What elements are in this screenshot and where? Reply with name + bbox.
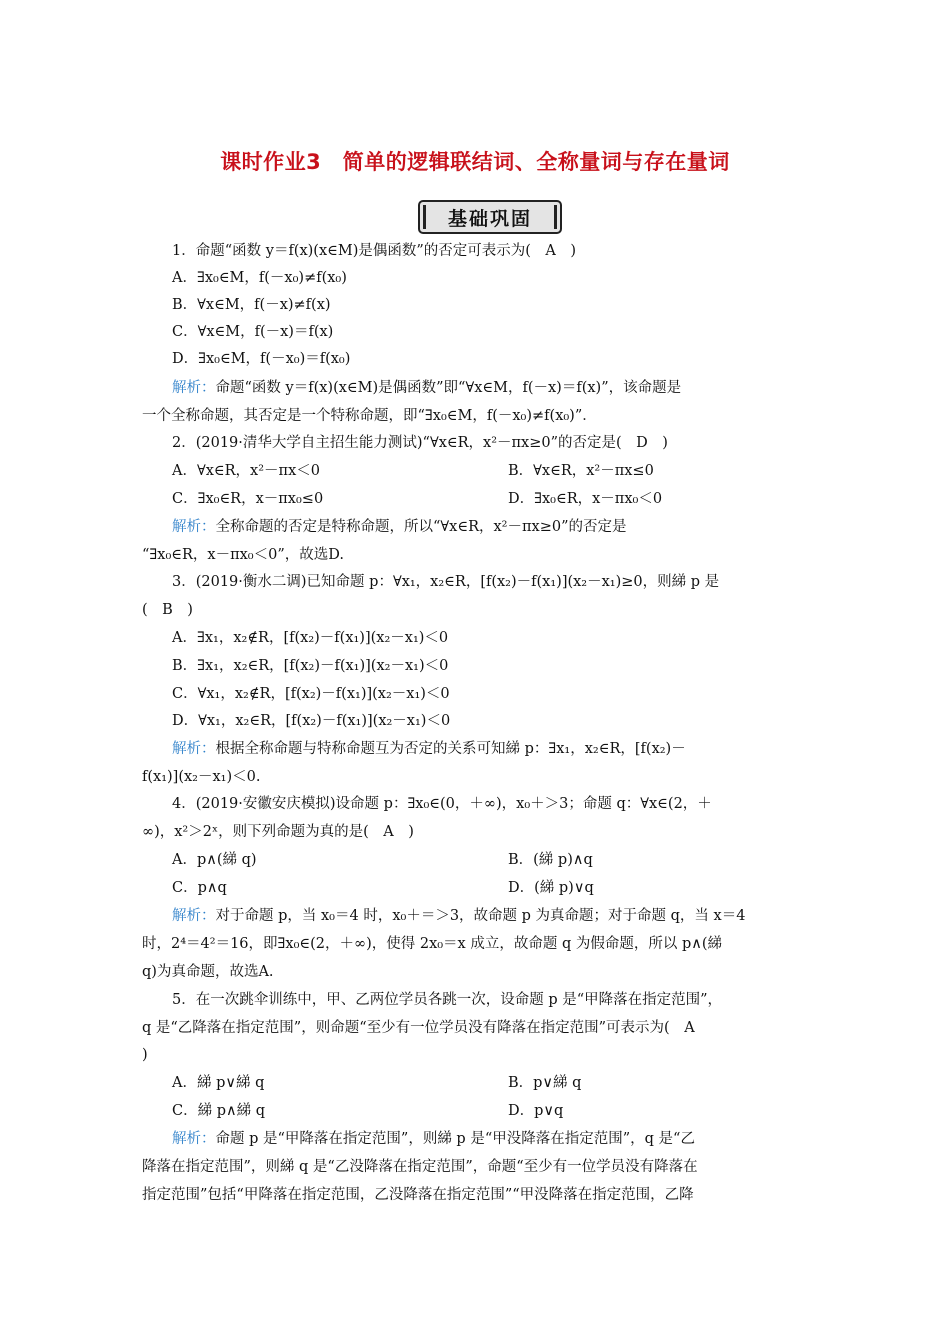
option-text: B．(綈 p)∧q	[508, 852, 593, 868]
page-title: 课时作业3 简单的逻辑联结词、全称量词与存在量词	[220, 150, 730, 174]
analysis-text: 对于命题 p，当 x₀＝4 时，x₀＋＝＞3，故命题 p 为真命题；对于命题 q，当 x＝4	[215, 908, 746, 924]
analysis-text: 根据全称命题与特称命题互为否定的关系可知綈 p：∃x₁，x₂∈R，[f(x₂)－	[215, 741, 686, 757]
analysis-label: 解析：	[172, 741, 216, 757]
question-line: 3．(2019·衡水二调)已知命题 p：∀x₁，x₂∈R，[f(x₂)－f(x₁)](x₂－x₁)≥0，则綈 p 是	[172, 574, 720, 590]
analysis-text: 命题“函数 y＝f(x)(x∈M)是偶函数”即“∀x∈M，f(－x)＝f(x)”，该命题是	[215, 380, 682, 396]
text-line: q 是“乙降落在指定范围”，则命题“至少有一位学员没有降落在指定范围”可表示为( A	[142, 1020, 695, 1036]
question-line: 4．(2019·安徽安庆模拟)设命题 p：∃x₀∈(0，＋∞)，x₀＋＞3；命题 q：∀x∈(2，＋	[172, 796, 712, 812]
option-text: D．p∨q	[508, 1103, 564, 1119]
text-line: 降落在指定范围”，则綈 q 是“乙没降落在指定范围”，命题“至少有一位学员没有降落在	[142, 1159, 698, 1175]
text-line: 指定范围”包括“甲降落在指定范围，乙没降落在指定范围”“甲没降落在指定范围，乙降	[142, 1187, 694, 1203]
question-line: A．∃x₀∈M，f(－x₀)≠f(x₀)	[172, 270, 347, 286]
analysis-label: 解析：	[172, 519, 216, 535]
analysis-label: 解析：	[172, 380, 216, 396]
section-badge: 基础巩固	[418, 200, 562, 234]
question-line: 2．(2019·清华大学自主招生能力测试)“∀x∈R，x²－πx≥0”的否定是( D )	[172, 435, 668, 451]
question-line: C．∀x₁，x₂∉R，[f(x₂)－f(x₁)](x₂－x₁)＜0	[172, 686, 450, 702]
option-text: C．p∧q	[172, 880, 227, 896]
text-line: )	[142, 1047, 148, 1063]
analysis-line	[142, 378, 810, 398]
question-line: D．∀x₁，x₂∈R，[f(x₂)－f(x₁)](x₂－x₁)＜0	[172, 713, 451, 729]
option-text: D．(綈 p)∨q	[508, 880, 594, 896]
question-line: 5．在一次跳伞训练中，甲、乙两位学员各跳一次，设命题 p 是“甲降落在指定范围”，	[172, 992, 723, 1008]
question-line: 1．命题“函数 y＝f(x)(x∈M)是偶函数”的否定可表示为( A )	[172, 243, 577, 259]
option-text: C．綈 p∧綈 q	[172, 1103, 265, 1119]
analysis-text: 全称命题的否定是特称命题，所以“∀x∈R，x²－πx≥0”的否定是	[215, 519, 627, 535]
question-line: A．∃x₁，x₂∉R，[f(x₂)－f(x₁)](x₂－x₁)＜0	[172, 630, 449, 646]
text-line: 一个全称命题，其否定是一个特称命题，即“∃x₀∈M，f(－x₀)≠f(x₀)”．	[142, 408, 597, 424]
text-line: ∞)，x²＞2ˣ，则下列命题为真的是( A )	[142, 824, 414, 840]
question-line: B．∀x∈M，f(－x)≠f(x)	[172, 297, 331, 313]
text-line: ( B )	[142, 602, 193, 618]
analysis-label: 解析：	[172, 908, 216, 924]
question-line: B．∃x₁，x₂∈R，[f(x₂)－f(x₁)](x₂－x₁)＜0	[172, 658, 449, 674]
analysis-line	[142, 1129, 810, 1149]
analysis-text: 命题 p 是“甲降落在指定范围”，则綈 p 是“甲没降落在指定范围”，q 是“乙	[215, 1131, 695, 1147]
text-line: f(x₁)](x₂－x₁)＜0.	[142, 769, 261, 785]
analysis-line	[142, 906, 810, 926]
question-line: D．∃x₀∈M，f(－x₀)＝f(x₀)	[172, 351, 351, 367]
option-text: B．p∨綈 q	[508, 1075, 582, 1091]
option-text: D．∃x₀∈R，x－πx₀＜0	[508, 491, 663, 507]
analysis-line	[142, 517, 810, 537]
option-text: A．∀x∈R，x²－πx＜0	[172, 463, 320, 479]
option-text: A．綈 p∨綈 q	[172, 1075, 265, 1091]
text-line: q)为真命题，故选A.	[142, 964, 274, 980]
analysis-label: 解析：	[172, 1131, 216, 1147]
question-line: C．∀x∈M，f(－x)＝f(x)	[172, 324, 334, 340]
text-line: 时，2⁴＝4²＝16，即∃x₀∈(2，＋∞)，使得 2x₀＝x 成立，故命题 q 为假命题，所以 p∧(綈	[142, 936, 723, 952]
option-text: B．∀x∈R，x²－πx≤0	[508, 463, 654, 479]
option-text: C．∃x₀∈R，x－πx₀≤0	[172, 491, 324, 507]
option-text: A．p∧(綈 q)	[172, 852, 257, 868]
analysis-line	[142, 739, 810, 759]
text-line: “∃x₀∈R，x－πx₀＜0”，故选D.	[142, 547, 344, 563]
